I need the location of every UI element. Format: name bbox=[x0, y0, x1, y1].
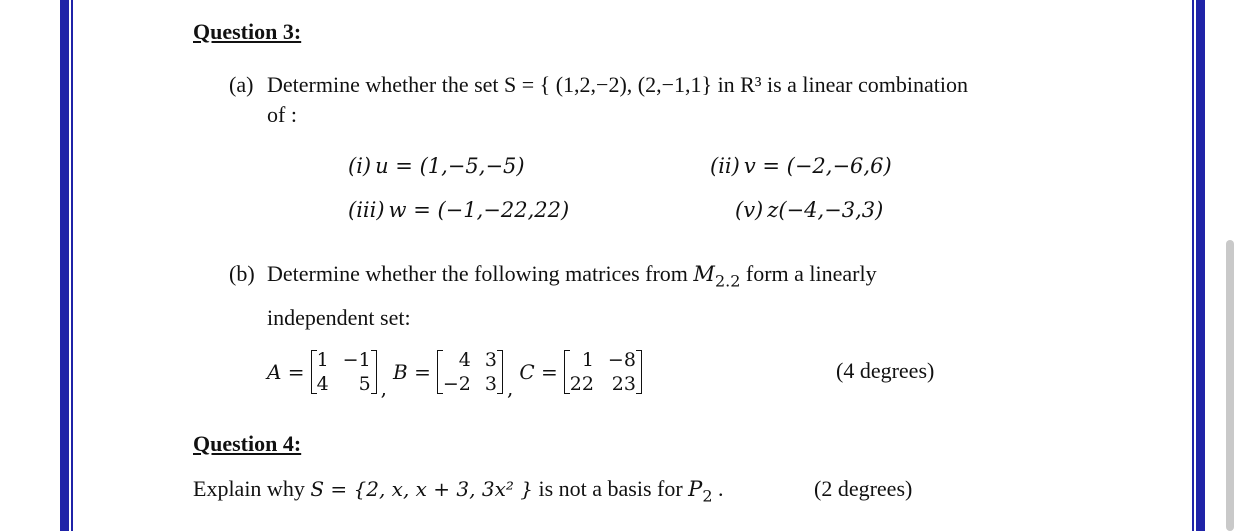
q4-text-mid: is not a basis for bbox=[532, 476, 689, 501]
matrix-b-label: B = bbox=[393, 360, 431, 384]
matrix-c bbox=[564, 348, 642, 396]
page-border-left bbox=[60, 0, 73, 531]
item-iii-label: (iii) bbox=[348, 198, 385, 222]
matrix-c-cell: −8 bbox=[607, 349, 636, 371]
part-b-text-post: form a linearly bbox=[740, 261, 877, 286]
question-3-title: Question 3: bbox=[193, 19, 302, 44]
q4-text-pre: Explain why bbox=[193, 476, 311, 501]
matrix-b-cell: 3 bbox=[484, 373, 497, 395]
item-ii-label: (ii) bbox=[710, 154, 740, 178]
question-4-points: (2 degrees) bbox=[814, 476, 913, 501]
part-a-label: (a) bbox=[229, 72, 254, 97]
polynomial-space-symbol: P bbox=[688, 477, 703, 501]
q4-text-end: . bbox=[712, 476, 724, 501]
matrix-c-label: C = bbox=[519, 360, 558, 384]
item-ii-expr: v = (−2,−6,6) bbox=[743, 154, 892, 178]
part-b-text-line1 bbox=[267, 261, 877, 290]
matrix-c-cell: 1 bbox=[581, 349, 594, 371]
item-v bbox=[735, 198, 883, 222]
matrix-separator: , bbox=[506, 376, 514, 400]
part-b-label: (b) bbox=[229, 261, 255, 286]
vertical-scrollbar[interactable] bbox=[1226, 240, 1234, 531]
question-4-text bbox=[193, 476, 724, 505]
item-v-label: (v) bbox=[735, 198, 764, 222]
item-v-expr: z(−4,−3,3) bbox=[767, 198, 884, 222]
matrix-a-cell: −1 bbox=[342, 349, 371, 371]
part-b-points: (4 degrees) bbox=[836, 358, 935, 383]
part-b-text-pre: Determine whether the following matrices from bbox=[267, 261, 694, 286]
part-a-text-line2: of : bbox=[267, 102, 297, 127]
matrix-c-cell: 23 bbox=[611, 373, 636, 395]
matrix-b-cell: 4 bbox=[458, 349, 471, 371]
matrix-separator: , bbox=[380, 376, 388, 400]
item-iii bbox=[348, 198, 569, 222]
matrix-b bbox=[437, 348, 503, 396]
item-i-label: (i) bbox=[348, 154, 372, 178]
matrix-a-label: A = bbox=[267, 360, 305, 384]
item-ii bbox=[710, 154, 892, 178]
item-i-expr: u = (1,−5,−5) bbox=[375, 154, 525, 178]
matrix-space-subscript: 2.2 bbox=[714, 271, 741, 291]
q4-set-expression: S = {2, x, x + 3, 3x² } bbox=[310, 477, 533, 501]
matrix-a-cell: 4 bbox=[316, 373, 329, 395]
question-4-title: Question 4: bbox=[193, 431, 302, 456]
matrix-space-symbol: M bbox=[693, 262, 715, 286]
part-b-text-line2: independent set: bbox=[267, 305, 411, 330]
matrices-row bbox=[267, 344, 642, 400]
matrix-b-cell: 3 bbox=[484, 349, 497, 371]
page-border-right bbox=[1192, 0, 1205, 531]
matrix-c-cell: 22 bbox=[569, 373, 594, 395]
part-a-text-line1: Determine whether the set S = { (1,2,−2), (2,−1,1} in R³ is a linear combination bbox=[267, 72, 968, 97]
matrix-a-cell: 1 bbox=[316, 349, 329, 371]
polynomial-space-subscript: 2 bbox=[702, 486, 713, 506]
matrix-b-cell: −2 bbox=[442, 373, 471, 395]
item-i bbox=[348, 154, 525, 178]
matrix-a-cell: 5 bbox=[358, 373, 371, 395]
matrix-a bbox=[311, 348, 377, 396]
item-iii-expr: w = (−1,−22,22) bbox=[388, 198, 570, 222]
